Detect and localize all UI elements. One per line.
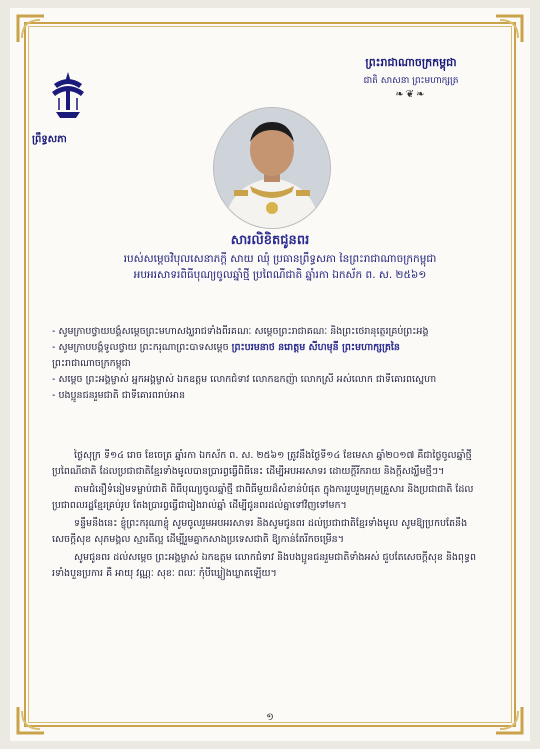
letter-body (52, 448, 488, 584)
paragraph: ទន្ទឹមនឹងនេះ ខ្ញុំព្រះករុណាខ្ញុំ សូមចូលរួមអបអរសាទរ និងសូមជូនពរ ដល់ប្រជាជាតិខ្មែរទាំងមូល សូមឱ្យប្រកបតែនឹងសេចក្ដីសុខ សុភមង្គល ស្មារតីល្អ ដើម្បីរួមគ្នាកសាងប្រទេសជាតិ ឱ្យកាន់តែរីកចម្រើន។ (52, 518, 468, 545)
document-page (10, 8, 530, 741)
national-motto: ជាតិ សាសនា ព្រះមហាក្សត្រ (363, 76, 459, 86)
addressee-list (52, 324, 488, 404)
kingdom-header (336, 56, 486, 100)
header-ornament: ❧❦❧ (395, 89, 427, 100)
senate-emblem-icon (46, 68, 90, 128)
corner-ornament-icon (494, 14, 524, 44)
list-item: - បងប្អូនជនរួមជាតិ ជាទីគោរពរាប់អាន (52, 390, 186, 401)
letter-title: សារលិខិតជូនពរ (230, 233, 310, 248)
paragraph: តាមជំនឿទំនៀមទម្លាប់ជាតិ ពិធីបុណ្យចូលឆ្នាំថ្មី ជាពិធីមួយដ៏សំខាន់បំផុត ក្នុងការរួបរួមក្រុមគ្រួសារ និងប្រជាជាតិ ដែលប្រជាពលរដ្ឋខ្មែរគ្រប់រូប តែងប្រារព្ធធ្វើជារៀងរាល់ឆ្នាំ ដើម្បីជូនពរដល់គ្នាទៅវិញទៅមក។ (52, 484, 474, 511)
letter-subtitle: របស់សម្ដេចវិបុលសេនាភក្ដី សាយ ឈុំ ប្រធានព្រឹទ្ធសភា នៃព្រះរាជាណាចក្រកម្ពុជា (123, 253, 437, 265)
list-item: - សូមក្រាបបង្គំទូលថ្វាយ ព្រះករុណាព្រះបាទសម្ដេច ព្រះបរមនាថ នរោត្តម សីហមុនី ព្រះមហាក្សត្រនៃ (52, 342, 400, 353)
kingdom-title: ព្រះរាជាណាចក្រកម្ពុជា (365, 56, 457, 69)
list-item: - សូមក្រាបថ្វាយបង្គំសម្ដេចព្រះមហាសង្ឃរាជទាំងពីរគណៈ សម្ដេចព្រះរាជាគណៈ និងព្រះថេរានុត្ថេរគ្រប់ព្រះអង្គ (52, 326, 429, 337)
paragraph: ថ្ងៃសុក្រ ទី១៤ រោច ខែចេត្រ ឆ្នាំរកា ឯកស័ក ព. ស. ២៥៦១ ត្រូវនឹងថ្ងៃទី១៤ ខែមេសា ឆ្នាំ២០១៧ គឺជាថ្ងៃចូលឆ្នាំថ្មី ប្រពៃណីជាតិ ដែលប្រជាជាតិខ្មែរទាំងមូលបានប្រារព្ធធ្វើពិធីនេះ ដើម្បីអបអរសាទរ ដោយក្ដីរីករាយ និងក្ដីសង្ឃឹមថ្មីៗ។ (52, 450, 472, 477)
letter-subtitle: អបអរសាទរពិធីបុណ្យចូលឆ្នាំថ្មី ប្រពៃណីជាតិ ឆ្នាំរកា ឯកស័ក ព. ស. ២៥៦១ (133, 269, 427, 281)
list-item: ព្រះរាជាណាចក្រកម្ពុជា (52, 358, 131, 369)
official-portrait (213, 107, 331, 229)
list-item: - សម្ដេច ព្រះអង្គម្ចាស់ អ្នកអង្គម្ចាស់ ឯកឧត្ដម លោកជំទាវ លោកឧកញ៉ា លោកស្រី អស់លោក ជាទីគោរពស្នេហា (52, 374, 437, 385)
logo-caption: ព្រឹទ្ធសភា (32, 134, 67, 145)
corner-ornament-icon (16, 14, 46, 44)
page-number: ១ (266, 712, 274, 723)
paragraph: សូមជូនពរ ដល់សម្ដេច ព្រះអង្គម្ចាស់ ឯកឧត្ដម លោកជំទាវ និងបងប្អូនជនរួមជាតិទាំងអស់ ជួបតែសេចក្ដីសុខ និងពុទ្ធពរទាំងបួនប្រការ គឺ អាយុ វណ្ណៈ សុខៈ ពលៈ កុំបីឃ្លៀងឃ្លាតឡើយ។ (52, 552, 477, 579)
